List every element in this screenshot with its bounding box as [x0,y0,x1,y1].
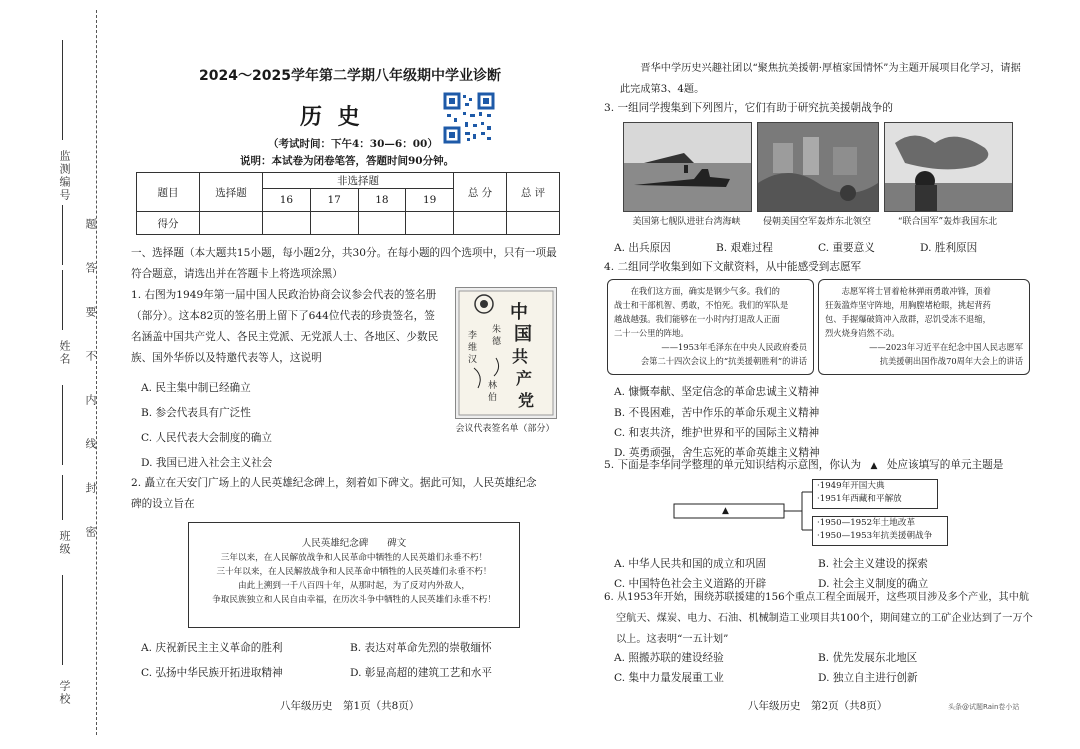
binding-dashed-line [96,10,97,735]
seal-char: 线 [84,438,97,451]
score-cell[interactable] [200,212,263,235]
diagram-marker: ▲ [722,506,729,516]
q6-option-b[interactable]: B. 优先发展东北地区 [818,652,918,664]
branch1-item: ·1949年开国大典 [817,481,885,491]
inscription-line: 争取民族独立和人民自由幸福，在历次斗争中牺牲的人民英雄们永垂不朽！ [212,595,496,605]
subject-title: 历 史 [300,104,364,130]
q3-4-intro [620,58,1030,100]
svg-text:国: 国 [514,324,532,345]
branch2-item: ·1950—1952年土地改革 [817,518,916,528]
photo-bombing-northeast [884,122,1013,212]
svg-text:李: 李 [468,331,478,341]
score-cell[interactable] [310,212,358,235]
q2-line: 碑的设立旨在 [131,498,195,510]
doc1-line: 会第二十四次会议上的“抗美援朝胜利”的讲话 [640,356,807,366]
inscription-line: 由此上溯到一千八百四十年，从那时起，为了反对内外敌人， [237,581,471,591]
q1-option-b[interactable]: B. 参会代表具有广泛性 [141,407,251,419]
branch1-item: ·1951年西藏和平解放 [817,494,902,504]
branch2-item: ·1950—1953年抗美援朝战争 [817,531,933,541]
q3-option-b[interactable]: B. 艰难过程 [716,242,773,254]
seal-char: 封 [84,482,97,495]
q2-option-c[interactable]: C. 弘扬中华民族开拓进取精神 [141,667,283,679]
document-2-box [818,279,1030,375]
question-2-stem [131,473,561,515]
name-line-2 [62,385,63,465]
q1-option-a[interactable]: A. 民主集中制已经确立 [141,382,251,394]
svg-text:党: 党 [518,391,535,410]
score-table [136,172,560,235]
score-sub-19: 19 [406,189,454,212]
doc2-line: 抗美援朝出国作战70周年大会上的讲话 [879,356,1023,366]
question-3-stem: 3. 一组同学搜集到下列图片，它们有助于研究抗美援朝战争的 [604,102,893,114]
doc1-line: 在我们这方面，确实是钢少气多。我们的 [630,286,780,296]
inscription-title: 人民英雄纪念碑 碑文 [301,538,407,549]
question-1-stem [131,285,461,369]
q2-option-a[interactable]: A. 庆祝新民主主义革命的胜利 [141,642,283,654]
label-school: 学校 [58,680,71,706]
question-4-stem: 4. 二组同学收集到如下文献资料，从中能感受到志愿军 [604,261,862,273]
doc2-line: 志愿军将士冒着枪林弹雨勇敢冲锋，顶着 [841,286,991,296]
score-cell[interactable] [454,212,507,235]
watermark: 头条@试题Rain卷小站 [948,703,1020,711]
knowledge-structure-diagram [672,478,952,550]
doc2-line: 烈火烧身岿然不动。 [825,328,900,338]
doc1-line: 二十一公里的阵地。 [614,328,689,338]
page1-footer: 八年级历史 第1页（共8页） [280,700,420,712]
q5-stem-head: 5. 下面是李华同学整理的单元知识结构示意图，你认为 [604,459,862,471]
q1-line: （部分）。这本82页的签名册上留下了644位代表的珍贵签名，签 [131,310,435,322]
doc1-line: 越战越强。我们能够在一小时内打退敌人正面 [614,314,780,324]
q1-line: 1. 右图为1949年第一届中国人民政治协商会议参会代表的签名册 [131,289,437,301]
label-class: 班级 [58,530,71,556]
qr-code [443,92,495,144]
doc1-line: ——1953年毛泽东在中央人民政府委员 [661,342,807,352]
q5-option-a[interactable]: A. 中华人民共和国的成立和巩固 [614,558,767,570]
caption-seventh-fleet: 美国第七舰队进驻台湾海峡 [632,217,741,227]
diagram-branch-1 [812,479,938,509]
svg-text:朱: 朱 [492,325,502,335]
question-5-stem [604,455,1003,477]
svg-text:中: 中 [510,302,528,323]
caption-air-raid: 侵朝美国空军轰炸东北领空 [762,217,871,227]
score-head-item: 题目 [137,173,200,212]
score-cell[interactable] [507,212,560,235]
class-line-2 [62,575,63,665]
q3-option-a[interactable]: A. 出兵原因 [614,242,671,254]
caption-bombing-northeast: “联合国军”轰炸我国东北 [897,217,998,227]
seal-char: 要 [84,306,97,319]
score-head-total: 总 分 [454,173,507,212]
seal-char: 密 [84,526,97,539]
exam-title: 2024～2025学年第二学期八年级期中学业诊断 [199,68,501,84]
seal-char: 题 [84,218,97,231]
score-head-comment: 总 评 [507,173,560,212]
seal-char: 不 [84,350,97,363]
photo-seventh-fleet [623,122,752,212]
q6-option-c[interactable]: C. 集中力量发展重工业 [614,672,724,684]
q1-line: 族、国外华侨以及特邀代表等人，这说明 [131,352,322,364]
q5-stem-tail: 处应该填写的单元主题是 [886,459,1004,471]
score-sub-17: 17 [310,189,358,212]
q1-option-c[interactable]: C. 人民代表大会制度的确立 [141,432,272,444]
svg-text:德: 德 [492,337,502,347]
q4-option-d[interactable]: D. 英勇顽强，舍生忘死的革命英雄主义精神 [614,447,820,459]
q2-line: 2. 矗立在天安门广场上的人民英雄纪念碑上，刻着如下碑文。据此可知，人民英雄纪念 [131,477,537,489]
intro-line: 晋华中学历史兴趣社团以“聚焦抗美援朝·厚植家国情怀”为主题开展项目化学习，请据 [640,63,1021,74]
q2-option-d[interactable]: D. 彰显高超的建筑工艺和水平 [350,667,492,679]
intro-line: 此完成第3、4题。 [620,84,705,95]
q6-line: 6. 从1953年开始，围绕苏联援建的156个重点工程全面展开，这些项目涉及多个产业，其中航 [604,592,1030,603]
doc2-line: ——2023年习近平在纪念中国人民志愿军 [869,342,1023,352]
seal-char: 答 [84,262,97,275]
q2-option-b[interactable]: B. 表达对革命先烈的崇敬缅怀 [350,642,492,654]
label-monitor-number: 监测编号 [58,150,71,202]
name-line [62,270,63,330]
inscription-line: 三年以来，在人民解放战争和人民革命中牺牲的人民英雄们永垂不朽！ [220,553,488,563]
score-cell[interactable] [358,212,406,235]
inscription-box [188,522,520,628]
q5-option-d[interactable]: D. 社会主义制度的确立 [818,578,929,590]
diagram-branch-2 [812,516,948,546]
inscription-line: 三十年以来，在人民解放战争和人民革命中牺牲的人民英雄们永垂不朽！ [216,567,492,577]
svg-text:共: 共 [512,347,529,366]
exam-time: （考试时间：下午4：30—6：00） [268,138,438,150]
q6-option-d[interactable]: D. 独立自主进行创新 [818,672,918,684]
inscription-text [189,551,519,607]
label-name: 姓名 [58,340,71,366]
monitor-number-line-2 [62,205,63,265]
triangle-marker: ▲ [870,461,878,471]
q4-option-b[interactable]: B. 不畏困难，苦中作乐的革命乐观主义精神 [614,407,820,419]
q6-line: 空航天、煤炭、电力、石油、机械制造工业项目共100个，期间建立的工矿企业达到了一万个 [616,613,1033,624]
q6-option-a[interactable]: A. 照搬苏联的建设经验 [614,652,724,664]
q4-option-a[interactable]: A. 慷慨奉献、坚定信念的革命忠诚主义精神 [614,386,820,398]
monitor-number-line [62,40,63,140]
question-6-stem [604,587,1034,650]
doc2-line: 狂轰滥炸坚守阵地，用胸膛堵枪眼，挑起背药 [825,300,991,310]
exam-notice: 说明：本试卷为闭卷笔答，答题时间90分钟。 [240,155,455,167]
svg-text:产: 产 [516,369,533,388]
score-head-choice: 选择题 [200,173,263,212]
q3-option-d[interactable]: D. 胜利原因 [920,242,978,254]
svg-text:维: 维 [468,343,478,353]
q6-line: 以上。这表明“一五计划” [616,634,729,645]
seal-char: 内 [84,394,97,407]
signature-book-image [455,287,557,419]
q3-option-c[interactable]: C. 重要意义 [818,242,875,254]
score-cell[interactable] [263,212,311,235]
q1-line: 名涵盖中国共产党人、各民主党派、无党派人士、各地区、少数民 [131,331,439,343]
document-1-box [607,279,814,375]
svg-text:林: 林 [488,381,498,391]
q5-option-c[interactable]: C. 中国特色社会主义道路的开辟 [614,578,767,590]
score-cell[interactable] [406,212,454,235]
section1-instructions: 一、选择题（本大题共15小题，每小题2分，共30分。在每小题的四个选项中，只有一项最符合题意，请选出并在答题卡上将选项涂黑） [131,247,557,280]
q5-option-b[interactable]: B. 社会主义建设的探索 [818,558,928,570]
svg-text:伯: 伯 [488,393,498,403]
svg-text:汉: 汉 [468,355,478,365]
photo-air-raid [757,122,879,212]
score-sub-16: 16 [263,189,311,212]
q4-option-c[interactable]: C. 和衷共济，维护世界和平的国际主义精神 [614,427,820,439]
doc1-line: 战士和干部机智、勇敢，不怕死。我们的军队是 [614,300,789,310]
score-head-nonchoice: 非选择题 [263,173,454,189]
doc2-line: 包、手握爆破筒冲入敌群，忍饥受冻不退缩， [825,314,991,324]
q1-option-d[interactable]: D. 我国已进入社会主义社会 [141,457,273,469]
page2-footer: 八年级历史 第2页（共8页） [748,700,888,712]
score-sub-18: 18 [358,189,406,212]
score-row-label: 得分 [137,212,200,235]
signature-image-caption: 会议代表签名单（部分） [455,424,555,434]
class-line [62,475,63,520]
